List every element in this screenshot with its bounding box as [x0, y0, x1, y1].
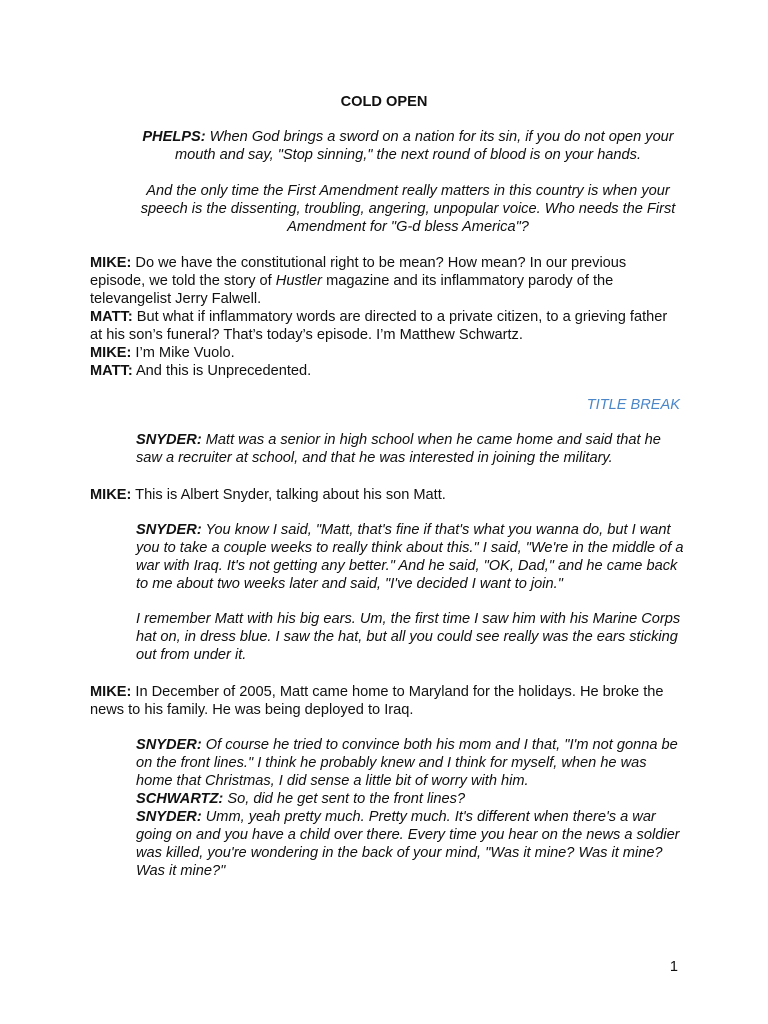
title-break: TITLE BREAK — [586, 397, 680, 413]
mike-line-4 — [90, 683, 680, 719]
line-text: magazine and its inflammatory parody of the televangelist Jerry Falwell. — [90, 273, 614, 307]
line-text: I’m Mike Vuolo. — [135, 345, 235, 361]
dialogue-line — [136, 790, 686, 808]
snyder-quote-2 — [136, 521, 686, 593]
speaker-label: PHELPS: — [142, 129, 206, 145]
page-number: 1 — [669, 959, 678, 975]
speaker-label: SCHWARTZ: — [136, 791, 224, 807]
line-text-italic: Hustler — [275, 273, 323, 289]
dialogue-line — [136, 808, 686, 880]
speaker-label: MATT: — [90, 363, 133, 379]
speaker-label: SNYDER: — [136, 522, 202, 538]
quote-text: Matt was a senior in high school when he came home and said that he saw a recruiter at school, and that he was interested in joining the military. — [136, 432, 661, 466]
speaker-label: MIKE: — [90, 684, 132, 700]
quote-text: You know I said, "Matt, that's fine if that's what you wanna do, but I want you to take a couple weeks to really think about this." I said, "We're in the middle of a war with Iraq. It's not getting any better." And he said, "OK, Dad," and he came back to me about two weeks later and said, "I've decided I want to join." — [136, 522, 684, 592]
line-text: Do we have the constitutional right to be mean? How mean? In our previous episode, we told the story of — [90, 255, 627, 289]
dialogue-line — [90, 254, 680, 308]
speaker-label: MIKE: — [90, 345, 132, 361]
intro-dialogue — [90, 254, 680, 380]
dialogue-line — [90, 308, 680, 344]
speaker-label: MATT: — [90, 309, 133, 325]
dialogue-line — [90, 344, 680, 362]
snyder-quote-1 — [136, 431, 686, 467]
page-heading: COLD OPEN — [340, 94, 428, 110]
line-text: In December of 2005, Matt came home to Maryland for the holidays. He broke the news to his family. He was being deployed to Iraq. — [90, 684, 664, 718]
quote-text: When God brings a sword on a nation for its sin, if you do not open your mouth and say, "Stop sinning," the next round of blood is on your hands. — [174, 129, 674, 163]
dialogue-line — [90, 362, 680, 380]
snyder-quote-3 — [136, 736, 686, 880]
line-text: This is Albert Snyder, talking about his son Matt. — [135, 487, 446, 503]
quote-text: Umm, yeah pretty much. Pretty much. It's different when there's a war going on and you have a child over there. Every time you hear on the news a soldier was killed, you're wondering in the back of your mind, "Was it mine? Was it mine? Was it mine?" — [136, 809, 680, 879]
line-text: But what if inflammatory words are directed to a private citizen, to a grieving father at his son’s funeral? That’s today’s episode. I’m Matthew Schwartz. — [90, 309, 668, 343]
speaker-label: SNYDER: — [136, 809, 202, 825]
line-text: And this is Unprecedented. — [135, 363, 312, 379]
speaker-label: MIKE: — [90, 255, 132, 271]
speaker-label: MIKE: — [90, 487, 132, 503]
speaker-label: SNYDER: — [136, 432, 202, 448]
phelps-quote-2: And the only time the First Amendment really matters in this country is when your speech is the dissenting, troubling, angering, unpopular voice. Who needs the First Amendment for "G-d bless America"? — [140, 183, 676, 235]
phelps-quote-1 — [136, 128, 680, 164]
dialogue-line — [136, 736, 686, 790]
snyder-quote-2b: I remember Matt with his big ears. Um, the first time I saw him with his Marine Corps hat on, in dress blue. I saw the hat, but all you could see really was the ears sticking out from under it. — [136, 611, 681, 663]
speaker-label: SNYDER: — [136, 737, 202, 753]
quote-text: Of course he tried to convince both his mom and I that, "I'm not gonna be on the front lines." I think he probably knew and I think for myself, when he was home that Christmas, I did sense a little bit of worry with him. — [136, 737, 678, 789]
quote-text: So, did he get sent to the front lines? — [227, 791, 466, 807]
mike-line-3 — [90, 486, 680, 504]
